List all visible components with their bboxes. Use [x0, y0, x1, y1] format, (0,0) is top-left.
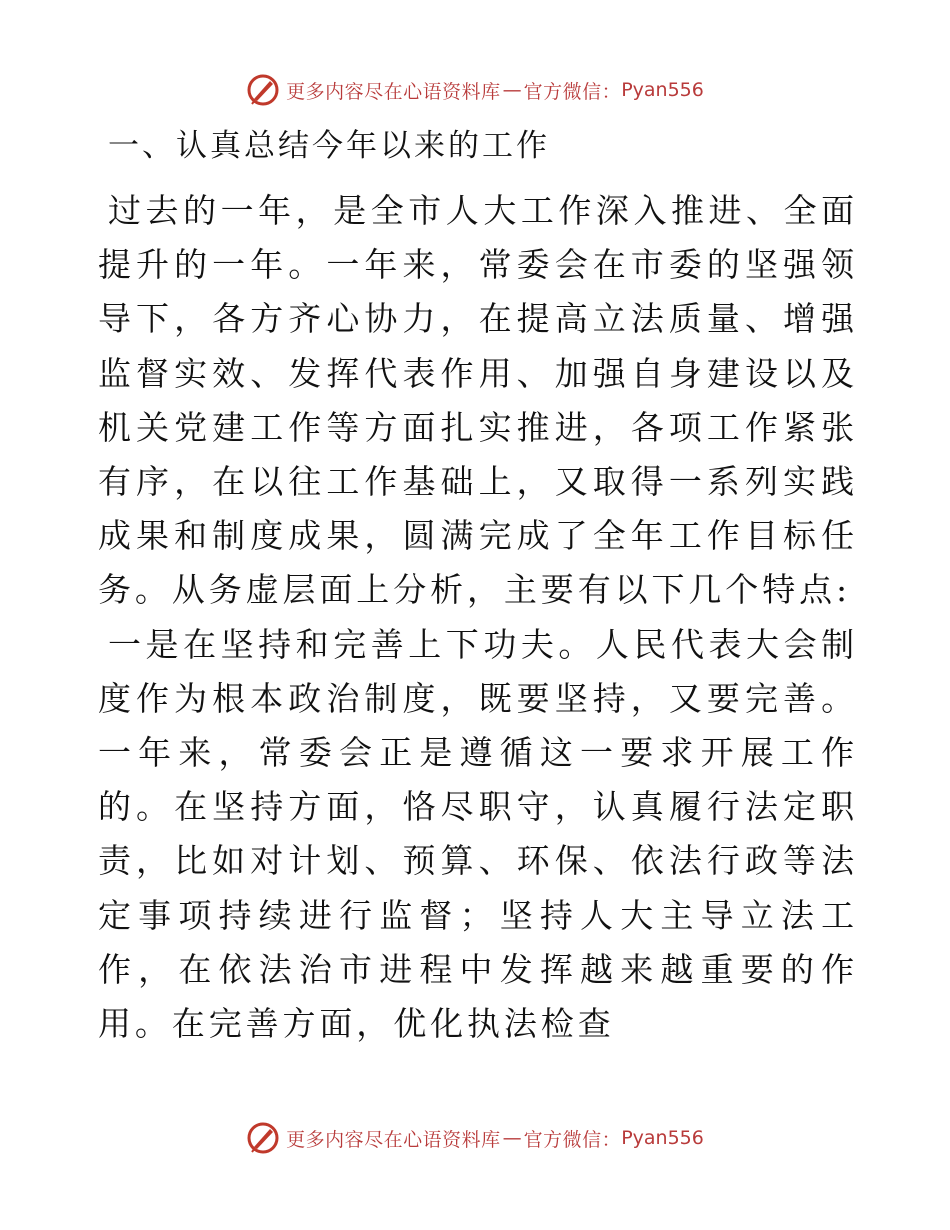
watermark-separator: — [502, 1127, 522, 1149]
document-body [98, 118, 858, 1051]
feather-logo-icon [246, 73, 280, 107]
watermark-separator: — [502, 79, 522, 101]
watermark-wechat-label: 官方微信： [523, 1128, 622, 1151]
paragraph: 过去的一年，是全市人大工作深入推进、全面提升的一年。一年来，常委会在市委的坚强领导下，各方齐心协力，在提高立法质量、增强监督实效、发挥代表作用、加强自身建设以及机关党建工作等方面扎实推进，各项工作紧张有序，在以往工作基础上，又取得一系列实践成果和制度成果，圆满完成了全年工作目标任务。从务虚层面上分析，主要有以下几个特点: [98, 191, 858, 610]
section-heading: 一、认真总结今年以来的工作 [108, 128, 550, 164]
watermark-text: 更多内容尽在心语资料库 [286, 1128, 501, 1151]
paragraph: 一是在坚持和完善上下功夫。人民代表大会制度作为根本政治制度，既要坚持，又要完善。一年来，常委会正是遵循这一要求开展工作的。在坚持方面，恪尽职守，认真履行法定职责，比如对计划、预算、环保、依法行政等法定事项持续进行监督；坚持人大主导立法工作，在依法治市进程中发挥越来越重要的作用。在完善方面，优化执法检查 [98, 624, 858, 1044]
feather-logo-icon [246, 1121, 280, 1155]
watermark-account: Pyan556 [621, 79, 704, 101]
watermark-wechat-label: 官方微信： [523, 80, 622, 103]
watermark-account: Pyan556 [621, 1127, 704, 1149]
header-watermark [0, 70, 950, 110]
watermark-text: 更多内容尽在心语资料库 [286, 80, 501, 103]
footer-watermark [0, 1118, 950, 1158]
